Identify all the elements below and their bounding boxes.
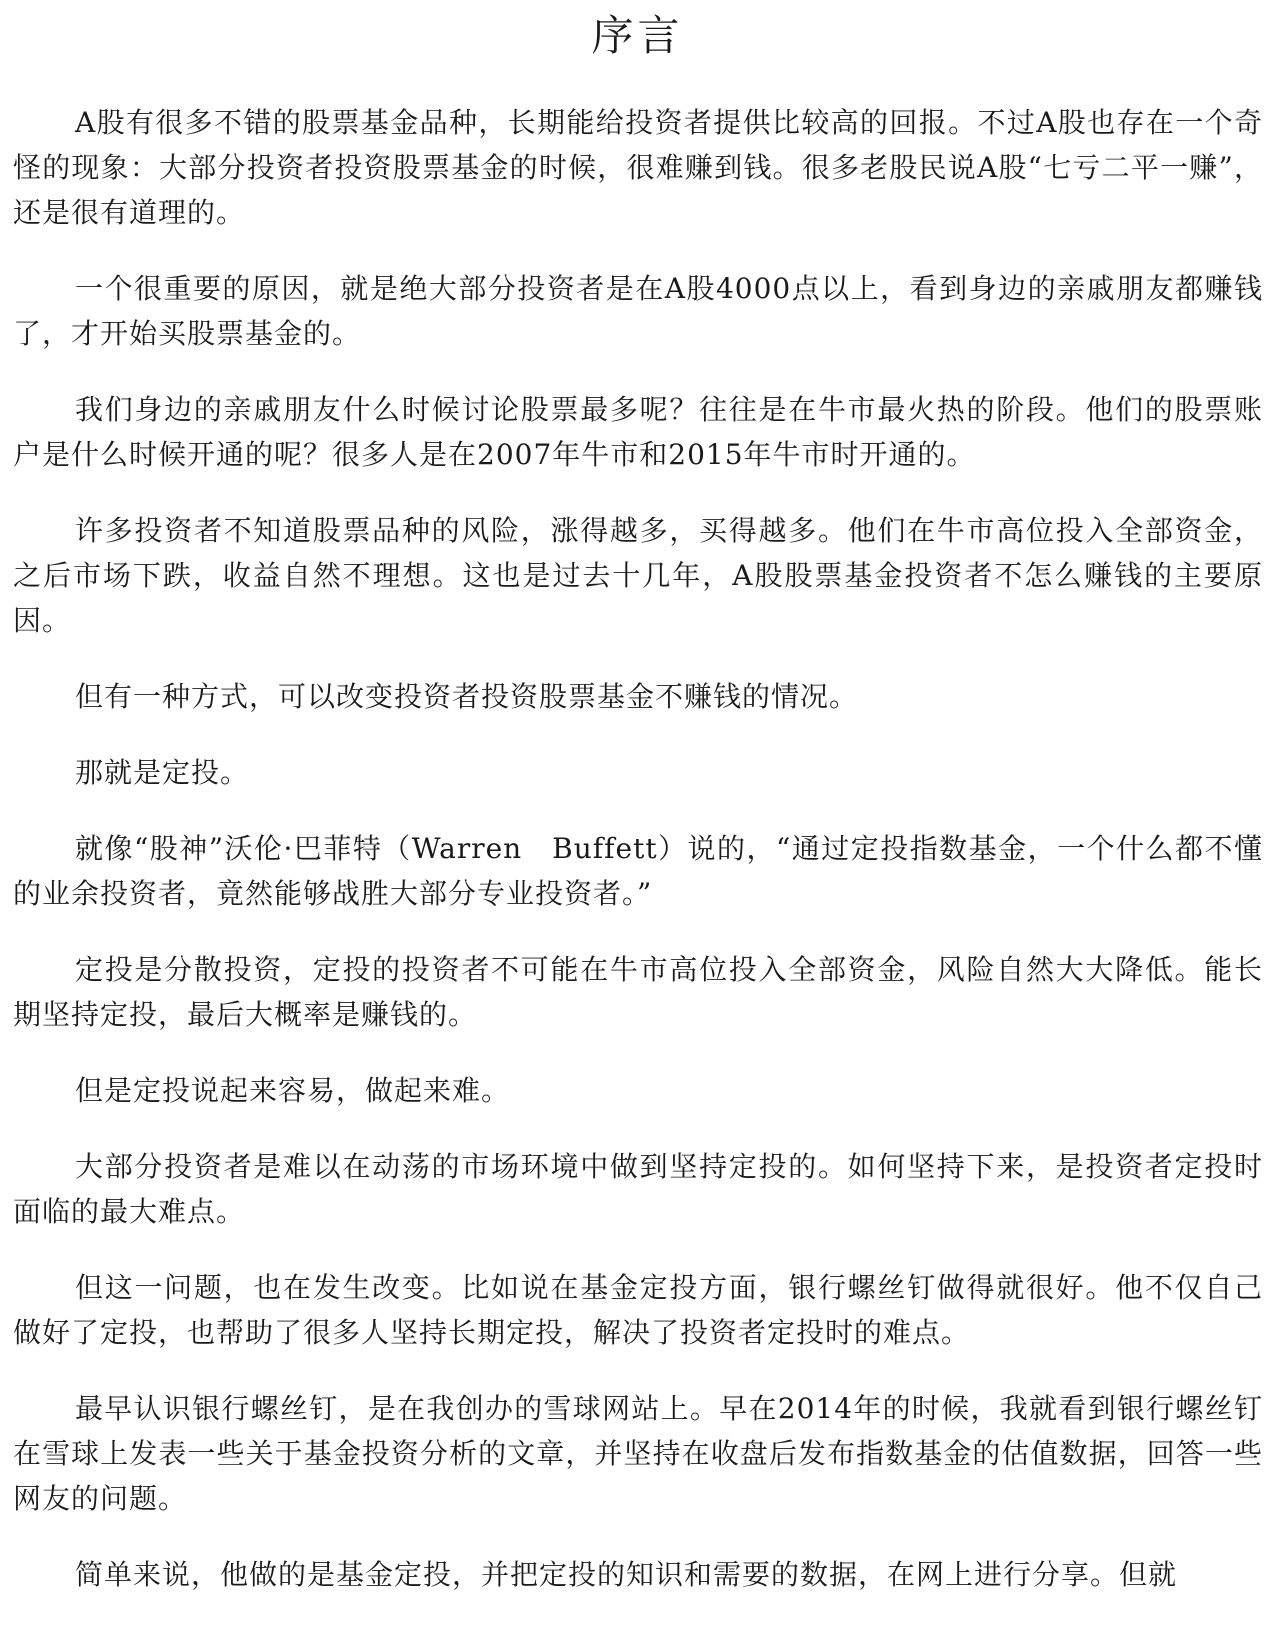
paragraph: 简单来说，他做的是基金定投，并把定投的知识和需要的数据，在网上进行分享。但就 [75,1558,1178,1591]
paragraph: A股有很多不错的股票基金品种，长期能给投资者提供比较高的回报。不过A股也存在一个奇怪的现象：大部分投资者投资股票基金的时候，很难赚到钱。很多老股民说A股“七亏二平一赚”，还是很有道理的。 [13,106,1263,229]
page-title: 序言 [591,11,684,60]
paragraph: 我们身边的亲戚朋友什么时候讨论股票最多呢？往往是在牛市最火热的阶段。他们的股票账户是什么时候开通的呢？很多人是在2007年牛市和2015年牛市时开通的。 [13,393,1263,471]
paragraph: 最早认识银行螺丝钉，是在我创办的雪球网站上。早在2014年的时候，我就看到银行螺丝钉在雪球上发表一些关于基金投资分析的文章，并坚持在收盘后发布指数基金的估值数据，回答一些网友的问题。 [13,1392,1263,1515]
paragraph: 那就是定投。 [75,756,250,789]
paragraph: 但有一种方式，可以改变投资者投资股票基金不赚钱的情况。 [75,680,859,713]
paragraph: 定投是分散投资，定投的投资者不可能在牛市高位投入全部资金，风险自然大大降低。能长期坚持定投，最后大概率是赚钱的。 [13,953,1263,1031]
paragraph: 但是定投说起来容易，做起来难。 [75,1074,511,1107]
paragraph: 一个很重要的原因，就是绝大部分投资者是在A股4000点以上，看到身边的亲戚朋友都赚钱了，才开始买股票基金的。 [13,272,1263,350]
paragraph: 许多投资者不知道股票品种的风险，涨得越多，买得越多。他们在牛市高位投入全部资金，之后市场下跌，收益自然不理想。这也是过去十几年，A股股票基金投资者不怎么赚钱的主要原因。 [13,514,1263,637]
paragraph: 大部分投资者是难以在动荡的市场环境中做到坚持定投的。如何坚持下来，是投资者定投时面临的最大难点。 [13,1150,1263,1228]
body-text [13,100,1263,1628]
paragraph: 就像“股神”沃伦·巴菲特（Warren Buffett）说的，“通过定投指数基金，一个什么都不懂的业余投资者，竟然能够战胜大部分专业投资者。” [13,832,1263,910]
paragraph: 但这一问题，也在发生改变。比如说在基金定投方面，银行螺丝钉做得就很好。他不仅自己做好了定投，也帮助了很多人坚持长期定投，解决了投资者定投时的难点。 [13,1271,1263,1349]
